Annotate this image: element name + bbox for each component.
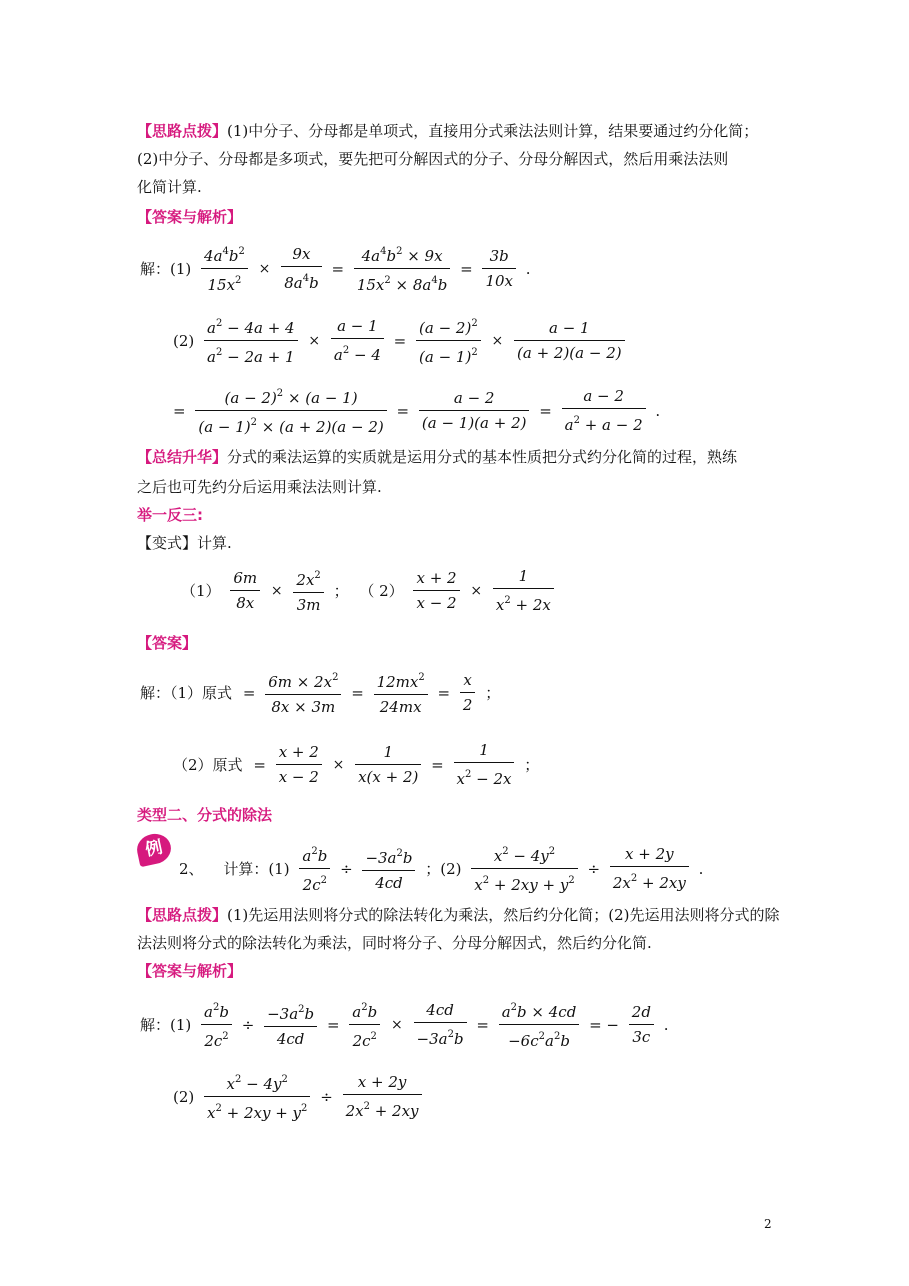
- variant-part-2: （ 2）: [359, 582, 404, 600]
- fraction: $\frac{3b}{10x}$: [482, 246, 516, 291]
- variant-solution-prefix-2: （2）原式: [173, 756, 243, 774]
- variant-problems: （1） $\frac{6m}{8x}$ × $\frac{2x^2}{3m}$ ； （ 2） $\frac{x + 2}{x - 2}$ × $\frac{1}{x^2 + 2x}$: [178, 566, 556, 615]
- summary-line-1: [137, 444, 737, 471]
- solution-1-part-1: 解：(1) $\frac{4a^4b^2}{15x^2}$ × $\frac{9x}{8a^4b}$ = $\frac{4a^4b^2 \times 9x}{15x^2 \times 8a^4b}$ = $\frac{3b}{10x}$ .: [137, 242, 534, 295]
- example-label: 计算：(1): [223, 860, 290, 878]
- hint-line-2: (2)中分子、分母都是多项式，要先把可分解因式的分子、分母分解因式，然后用乘法法则: [137, 150, 729, 168]
- variant-solution-2: （2）原式 = $\frac{x + 2}{x - 2}$ × $\frac{1}{x(x + 2)}$ = $\frac{1}{x^2 - 2x}$ ；: [173, 741, 540, 788]
- hint-2-text-1: (1)先运用法则将分式的除法转化为乘法，然后约分化简；(2)先运用法则将分式的除: [227, 906, 780, 924]
- variant-heading: 举一反三:: [137, 506, 203, 524]
- part-label: (2): [173, 331, 195, 350]
- fraction: $\frac{9x}{8a^4b}$: [281, 244, 321, 293]
- example-part-2: ；(2): [425, 860, 462, 878]
- variant-part-1: （1）: [181, 582, 221, 600]
- solution-1-part-2: (2) $\frac{a^2 - 4a + 4}{a^2 - 2a + 1}$ × $\frac{a - 1}{a^2 - 4}$ = $\frac{(a - 2)^2}{(a - 1)^2}$ × $\frac{a - 1}{(a + 2)(a - 2)}$: [170, 314, 627, 367]
- solution-2-prefix: 解：(1): [140, 1016, 192, 1034]
- example-2: 2、 计算：(1) $\frac{a^2b}{2c^2}$ ÷ $\frac{-3a^2b}{4cd}$ ；(2) $\frac{x^2 - 4y^2}{x^2 + 2xy + y^2}$ ÷ $\frac{x + 2y}{2x^2 + 2xy}$ .: [176, 842, 706, 895]
- fraction: $\frac{4a^4b^2}{15x^2}$: [201, 242, 248, 295]
- hint-2-line-2: 法法则将分式的除法转化为乘法，同时将分子、分母分解因式，然后约分化简.: [137, 934, 652, 952]
- hint-line-1: [137, 118, 758, 145]
- fraction: $\frac{4a^4b^2 \times 9x}{15x^2 \times 8a^4b}$: [354, 242, 451, 295]
- multiply-sign: ×: [258, 260, 271, 277]
- variant-label: 【变式】计算.: [137, 534, 232, 552]
- separator: ；: [333, 582, 349, 600]
- type-2-heading: 类型二、分式的除法: [137, 806, 273, 824]
- hint-2-tag: 【思路点拨】: [137, 906, 228, 924]
- example-badge: 例: [134, 831, 173, 867]
- solution-2-part-2: (2) $\frac{x^2 - 4y^2}{x^2 + 2xy + y^2}$ ÷ $\frac{x + 2y}{2x^2 + 2xy}$: [170, 1070, 424, 1123]
- part-2-label: (2): [173, 1087, 195, 1106]
- answer-heading: 【答案与解析】: [137, 208, 243, 226]
- summary-tag: 【总结升华】: [137, 448, 228, 466]
- summary-line-2: 之后也可先约分后运用乘法法则计算.: [137, 478, 382, 496]
- variant-solution-1: 解：（1）原式 = $\frac{6m \times 2x^2}{8x \times 3m}$ = $\frac{12mx^2}{24mx}$ = $\frac{x}{2}$ ；: [137, 668, 503, 717]
- summary-text-1: 分式的乘法运算的实质就是运用分式的基本性质把分式约分化简的过程，熟练: [227, 448, 738, 466]
- answer-heading-2: 【答案】: [137, 634, 198, 652]
- example-number: 2、: [179, 860, 204, 878]
- hint-text-1: (1)中分子、分母都是单项式，直接用分式乘法法则计算，结果要通过约分化简；: [227, 122, 759, 140]
- hint-2-line-1: [137, 902, 780, 929]
- solution-2-part-1: 解：(1) $\frac{a^2b}{2c^2}$ ÷ $\frac{-3a^2b}{4cd}$ = $\frac{a^2b}{2c^2}$ × $\frac{4cd}{-3a^2b}$ = $\frac{a^2b \times 4cd}{-6c^2a^2b}$ = − $\frac{2d}{3c}$ .: [137, 998, 672, 1051]
- variant-solution-prefix-1: 解：（1）原式: [140, 684, 233, 702]
- solution-1-part-2-cont: = $\frac{(a - 2)^2 \times (a - 1)}{(a - 1)^2 \times (a + 2)(a - 2)}$ = $\frac{a - 2}{(a - 1)(a + 2)}$ = $\frac{a - 2}{a^2 + a - 2}$ .: [170, 384, 663, 437]
- hint-line-3: 化简计算.: [137, 178, 202, 196]
- hint-tag: 【思路点拨】: [137, 122, 228, 140]
- answer-heading-3: 【答案与解析】: [137, 962, 243, 980]
- solution-prefix: 解：(1): [140, 260, 192, 278]
- page-number: 2: [764, 1217, 772, 1231]
